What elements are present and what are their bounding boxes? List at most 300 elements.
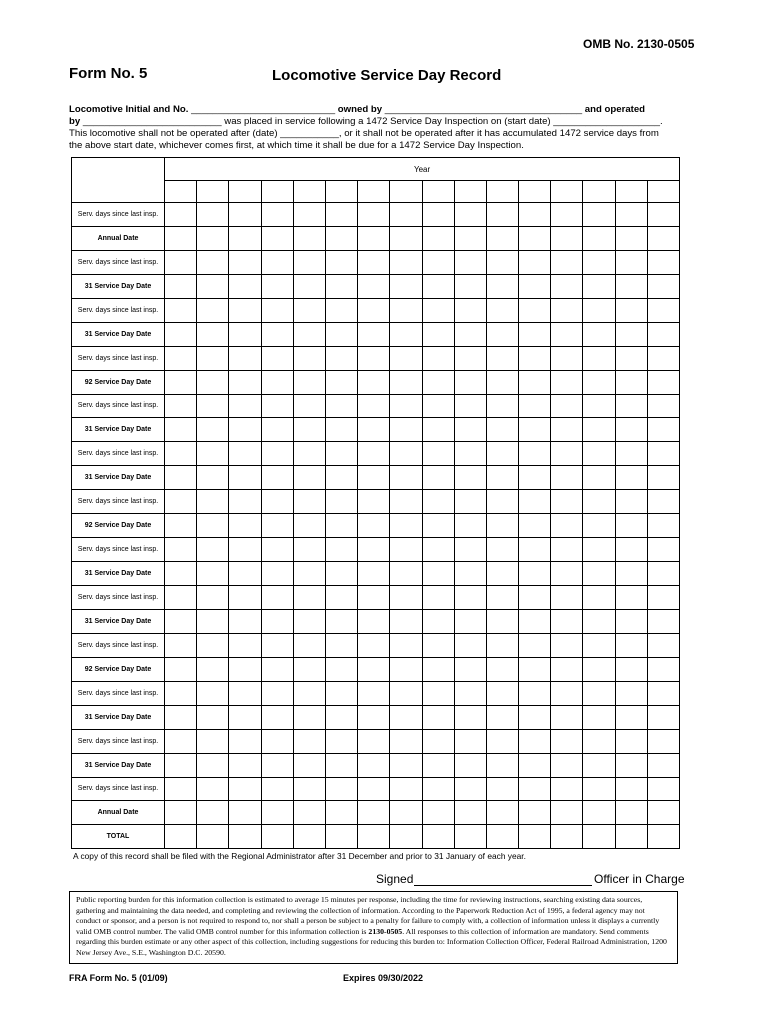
entry-cell[interactable] <box>165 586 197 610</box>
entry-cell[interactable] <box>197 801 229 825</box>
entry-cell[interactable] <box>165 633 197 657</box>
entry-cell[interactable] <box>293 777 325 801</box>
entry-cell[interactable] <box>325 394 357 418</box>
year-entry-cell[interactable] <box>583 181 615 203</box>
entry-cell[interactable] <box>358 514 390 538</box>
entry-cell[interactable] <box>293 466 325 490</box>
entry-cell[interactable] <box>165 753 197 777</box>
entry-cell[interactable] <box>583 753 615 777</box>
entry-cell[interactable] <box>358 298 390 322</box>
entry-cell[interactable] <box>551 466 583 490</box>
entry-cell[interactable] <box>615 490 647 514</box>
entry-cell[interactable] <box>519 777 551 801</box>
entry-cell[interactable] <box>293 609 325 633</box>
entry-cell[interactable] <box>551 633 583 657</box>
entry-cell[interactable] <box>615 562 647 586</box>
entry-cell[interactable] <box>325 203 357 227</box>
entry-cell[interactable] <box>293 298 325 322</box>
entry-cell[interactable] <box>293 657 325 681</box>
entry-cell[interactable] <box>261 490 293 514</box>
entry-cell[interactable] <box>229 250 261 274</box>
entry-cell[interactable] <box>486 825 518 849</box>
entry-cell[interactable] <box>165 490 197 514</box>
entry-cell[interactable] <box>615 633 647 657</box>
entry-cell[interactable] <box>197 514 229 538</box>
entry-cell[interactable] <box>293 538 325 562</box>
entry-cell[interactable] <box>261 681 293 705</box>
entry-cell[interactable] <box>390 562 422 586</box>
entry-cell[interactable] <box>390 753 422 777</box>
entry-cell[interactable] <box>165 250 197 274</box>
entry-cell[interactable] <box>390 729 422 753</box>
entry-cell[interactable] <box>551 514 583 538</box>
entry-cell[interactable] <box>390 203 422 227</box>
entry-cell[interactable] <box>229 226 261 250</box>
year-entry-cell[interactable] <box>390 181 422 203</box>
entry-cell[interactable] <box>519 753 551 777</box>
entry-cell[interactable] <box>519 250 551 274</box>
entry-cell[interactable] <box>261 203 293 227</box>
entry-cell[interactable] <box>583 825 615 849</box>
entry-cell[interactable] <box>583 657 615 681</box>
entry-cell[interactable] <box>519 442 551 466</box>
entry-cell[interactable] <box>486 657 518 681</box>
entry-cell[interactable] <box>390 586 422 610</box>
entry-cell[interactable] <box>293 681 325 705</box>
entry-cell[interactable] <box>551 322 583 346</box>
entry-cell[interactable] <box>325 370 357 394</box>
entry-cell[interactable] <box>422 801 454 825</box>
entry-cell[interactable] <box>615 226 647 250</box>
entry-cell[interactable] <box>519 609 551 633</box>
entry-cell[interactable] <box>358 586 390 610</box>
entry-cell[interactable] <box>358 466 390 490</box>
entry-cell[interactable] <box>486 777 518 801</box>
entry-cell[interactable] <box>454 322 486 346</box>
entry-cell[interactable] <box>519 729 551 753</box>
entry-cell[interactable] <box>197 609 229 633</box>
entry-cell[interactable] <box>358 418 390 442</box>
entry-cell[interactable] <box>486 346 518 370</box>
entry-cell[interactable] <box>551 370 583 394</box>
entry-cell[interactable] <box>486 562 518 586</box>
entry-cell[interactable] <box>422 274 454 298</box>
entry-cell[interactable] <box>197 681 229 705</box>
year-entry-cell[interactable] <box>551 181 583 203</box>
entry-cell[interactable] <box>165 346 197 370</box>
entry-cell[interactable] <box>486 226 518 250</box>
entry-cell[interactable] <box>486 729 518 753</box>
entry-cell[interactable] <box>583 538 615 562</box>
entry-cell[interactable] <box>261 346 293 370</box>
entry-cell[interactable] <box>454 466 486 490</box>
entry-cell[interactable] <box>165 705 197 729</box>
entry-cell[interactable] <box>422 226 454 250</box>
entry-cell[interactable] <box>583 203 615 227</box>
entry-cell[interactable] <box>358 442 390 466</box>
entry-cell[interactable] <box>165 801 197 825</box>
entry-cell[interactable] <box>454 801 486 825</box>
entry-cell[interactable] <box>615 346 647 370</box>
entry-cell[interactable] <box>358 322 390 346</box>
entry-cell[interactable] <box>229 609 261 633</box>
entry-cell[interactable] <box>615 274 647 298</box>
entry-cell[interactable] <box>647 466 679 490</box>
entry-cell[interactable] <box>647 514 679 538</box>
entry-cell[interactable] <box>261 322 293 346</box>
entry-cell[interactable] <box>454 250 486 274</box>
entry-cell[interactable] <box>422 442 454 466</box>
entry-cell[interactable] <box>261 562 293 586</box>
entry-cell[interactable] <box>197 633 229 657</box>
entry-cell[interactable] <box>615 681 647 705</box>
entry-cell[interactable] <box>647 370 679 394</box>
entry-cell[interactable] <box>647 226 679 250</box>
entry-cell[interactable] <box>647 729 679 753</box>
entry-cell[interactable] <box>519 466 551 490</box>
entry-cell[interactable] <box>647 657 679 681</box>
entry-cell[interactable] <box>454 681 486 705</box>
entry-cell[interactable] <box>422 203 454 227</box>
entry-cell[interactable] <box>197 274 229 298</box>
entry-cell[interactable] <box>197 370 229 394</box>
entry-cell[interactable] <box>615 825 647 849</box>
entry-cell[interactable] <box>229 394 261 418</box>
entry-cell[interactable] <box>519 346 551 370</box>
entry-cell[interactable] <box>358 681 390 705</box>
entry-cell[interactable] <box>551 250 583 274</box>
entry-cell[interactable] <box>454 633 486 657</box>
entry-cell[interactable] <box>647 681 679 705</box>
entry-cell[interactable] <box>422 586 454 610</box>
entry-cell[interactable] <box>422 609 454 633</box>
locomotive-initial-blank[interactable]: ___________________________ <box>191 104 336 115</box>
entry-cell[interactable] <box>293 226 325 250</box>
entry-cell[interactable] <box>358 609 390 633</box>
entry-cell[interactable] <box>390 657 422 681</box>
entry-cell[interactable] <box>261 729 293 753</box>
entry-cell[interactable] <box>519 633 551 657</box>
entry-cell[interactable] <box>165 825 197 849</box>
entry-cell[interactable] <box>486 203 518 227</box>
entry-cell[interactable] <box>486 514 518 538</box>
entry-cell[interactable] <box>261 370 293 394</box>
entry-cell[interactable] <box>615 729 647 753</box>
entry-cell[interactable] <box>165 274 197 298</box>
entry-cell[interactable] <box>615 466 647 490</box>
entry-cell[interactable] <box>390 490 422 514</box>
entry-cell[interactable] <box>358 370 390 394</box>
entry-cell[interactable] <box>583 226 615 250</box>
entry-cell[interactable] <box>615 442 647 466</box>
year-entry-cell[interactable] <box>325 181 357 203</box>
entry-cell[interactable] <box>583 418 615 442</box>
entry-cell[interactable] <box>197 442 229 466</box>
entry-cell[interactable] <box>325 346 357 370</box>
entry-cell[interactable] <box>583 298 615 322</box>
entry-cell[interactable] <box>583 346 615 370</box>
entry-cell[interactable] <box>325 490 357 514</box>
entry-cell[interactable] <box>390 274 422 298</box>
entry-cell[interactable] <box>165 394 197 418</box>
entry-cell[interactable] <box>358 562 390 586</box>
entry-cell[interactable] <box>583 490 615 514</box>
entry-cell[interactable] <box>486 322 518 346</box>
entry-cell[interactable] <box>390 394 422 418</box>
entry-cell[interactable] <box>358 801 390 825</box>
entry-cell[interactable] <box>390 250 422 274</box>
entry-cell[interactable] <box>293 801 325 825</box>
entry-cell[interactable] <box>551 394 583 418</box>
entry-cell[interactable] <box>615 586 647 610</box>
entry-cell[interactable] <box>229 753 261 777</box>
entry-cell[interactable] <box>325 298 357 322</box>
entry-cell[interactable] <box>551 705 583 729</box>
entry-cell[interactable] <box>165 298 197 322</box>
entry-cell[interactable] <box>422 394 454 418</box>
entry-cell[interactable] <box>551 346 583 370</box>
entry-cell[interactable] <box>358 274 390 298</box>
entry-cell[interactable] <box>519 681 551 705</box>
entry-cell[interactable] <box>583 250 615 274</box>
entry-cell[interactable] <box>647 274 679 298</box>
entry-cell[interactable] <box>615 609 647 633</box>
entry-cell[interactable] <box>325 681 357 705</box>
entry-cell[interactable] <box>486 586 518 610</box>
entry-cell[interactable] <box>583 274 615 298</box>
entry-cell[interactable] <box>519 586 551 610</box>
entry-cell[interactable] <box>358 346 390 370</box>
entry-cell[interactable] <box>261 705 293 729</box>
entry-cell[interactable] <box>197 346 229 370</box>
entry-cell[interactable] <box>583 777 615 801</box>
entry-cell[interactable] <box>422 562 454 586</box>
entry-cell[interactable] <box>197 777 229 801</box>
entry-cell[interactable] <box>390 514 422 538</box>
entry-cell[interactable] <box>422 825 454 849</box>
entry-cell[interactable] <box>551 274 583 298</box>
year-entry-cell[interactable] <box>261 181 293 203</box>
entry-cell[interactable] <box>615 538 647 562</box>
entry-cell[interactable] <box>293 633 325 657</box>
entry-cell[interactable] <box>647 298 679 322</box>
entry-cell[interactable] <box>358 777 390 801</box>
entry-cell[interactable] <box>615 514 647 538</box>
entry-cell[interactable] <box>325 609 357 633</box>
year-entry-cell[interactable] <box>422 181 454 203</box>
entry-cell[interactable] <box>261 801 293 825</box>
entry-cell[interactable] <box>519 538 551 562</box>
entry-cell[interactable] <box>615 250 647 274</box>
entry-cell[interactable] <box>197 586 229 610</box>
entry-cell[interactable] <box>583 586 615 610</box>
entry-cell[interactable] <box>519 825 551 849</box>
entry-cell[interactable] <box>583 609 615 633</box>
entry-cell[interactable] <box>358 226 390 250</box>
entry-cell[interactable] <box>583 442 615 466</box>
entry-cell[interactable] <box>390 705 422 729</box>
entry-cell[interactable] <box>647 825 679 849</box>
year-entry-cell[interactable] <box>615 181 647 203</box>
entry-cell[interactable] <box>325 418 357 442</box>
entry-cell[interactable] <box>229 705 261 729</box>
entry-cell[interactable] <box>422 538 454 562</box>
entry-cell[interactable] <box>422 753 454 777</box>
entry-cell[interactable] <box>583 681 615 705</box>
entry-cell[interactable] <box>165 777 197 801</box>
entry-cell[interactable] <box>486 633 518 657</box>
entry-cell[interactable] <box>519 298 551 322</box>
entry-cell[interactable] <box>454 825 486 849</box>
entry-cell[interactable] <box>519 203 551 227</box>
entry-cell[interactable] <box>454 370 486 394</box>
entry-cell[interactable] <box>325 705 357 729</box>
entry-cell[interactable] <box>325 466 357 490</box>
entry-cell[interactable] <box>519 418 551 442</box>
entry-cell[interactable] <box>229 681 261 705</box>
entry-cell[interactable] <box>197 298 229 322</box>
entry-cell[interactable] <box>390 825 422 849</box>
entry-cell[interactable] <box>647 777 679 801</box>
entry-cell[interactable] <box>293 250 325 274</box>
entry-cell[interactable] <box>647 753 679 777</box>
entry-cell[interactable] <box>486 538 518 562</box>
entry-cell[interactable] <box>229 538 261 562</box>
entry-cell[interactable] <box>325 322 357 346</box>
entry-cell[interactable] <box>422 490 454 514</box>
entry-cell[interactable] <box>325 753 357 777</box>
entry-cell[interactable] <box>390 442 422 466</box>
entry-cell[interactable] <box>519 514 551 538</box>
entry-cell[interactable] <box>422 681 454 705</box>
entry-cell[interactable] <box>486 370 518 394</box>
entry-cell[interactable] <box>358 705 390 729</box>
entry-cell[interactable] <box>197 490 229 514</box>
entry-cell[interactable] <box>454 346 486 370</box>
entry-cell[interactable] <box>261 538 293 562</box>
entry-cell[interactable] <box>165 609 197 633</box>
entry-cell[interactable] <box>583 633 615 657</box>
entry-cell[interactable] <box>325 633 357 657</box>
entry-cell[interactable] <box>454 753 486 777</box>
entry-cell[interactable] <box>293 705 325 729</box>
entry-cell[interactable] <box>486 490 518 514</box>
entry-cell[interactable] <box>197 729 229 753</box>
entry-cell[interactable] <box>358 657 390 681</box>
entry-cell[interactable] <box>229 203 261 227</box>
entry-cell[interactable] <box>229 322 261 346</box>
entry-cell[interactable] <box>519 801 551 825</box>
entry-cell[interactable] <box>551 298 583 322</box>
entry-cell[interactable] <box>486 394 518 418</box>
entry-cell[interactable] <box>165 562 197 586</box>
entry-cell[interactable] <box>325 274 357 298</box>
entry-cell[interactable] <box>615 203 647 227</box>
entry-cell[interactable] <box>358 633 390 657</box>
entry-cell[interactable] <box>197 657 229 681</box>
entry-cell[interactable] <box>197 394 229 418</box>
entry-cell[interactable] <box>325 801 357 825</box>
entry-cell[interactable] <box>390 298 422 322</box>
entry-cell[interactable] <box>165 657 197 681</box>
entry-cell[interactable] <box>422 298 454 322</box>
entry-cell[interactable] <box>583 562 615 586</box>
entry-cell[interactable] <box>325 226 357 250</box>
entry-cell[interactable] <box>551 226 583 250</box>
entry-cell[interactable] <box>422 466 454 490</box>
entry-cell[interactable] <box>615 801 647 825</box>
year-entry-cell[interactable] <box>454 181 486 203</box>
entry-cell[interactable] <box>422 705 454 729</box>
entry-cell[interactable] <box>165 370 197 394</box>
entry-cell[interactable] <box>293 322 325 346</box>
entry-cell[interactable] <box>293 514 325 538</box>
entry-cell[interactable] <box>454 418 486 442</box>
entry-cell[interactable] <box>454 394 486 418</box>
entry-cell[interactable] <box>390 466 422 490</box>
entry-cell[interactable] <box>293 729 325 753</box>
entry-cell[interactable] <box>551 562 583 586</box>
entry-cell[interactable] <box>422 657 454 681</box>
entry-cell[interactable] <box>583 801 615 825</box>
entry-cell[interactable] <box>165 442 197 466</box>
entry-cell[interactable] <box>229 442 261 466</box>
entry-cell[interactable] <box>229 801 261 825</box>
entry-cell[interactable] <box>229 370 261 394</box>
entry-cell[interactable] <box>647 586 679 610</box>
entry-cell[interactable] <box>197 538 229 562</box>
entry-cell[interactable] <box>647 633 679 657</box>
entry-cell[interactable] <box>486 274 518 298</box>
entry-cell[interactable] <box>197 753 229 777</box>
year-entry-cell[interactable] <box>229 181 261 203</box>
entry-cell[interactable] <box>454 298 486 322</box>
entry-cell[interactable] <box>422 777 454 801</box>
year-entry-cell[interactable] <box>293 181 325 203</box>
entry-cell[interactable] <box>197 825 229 849</box>
entry-cell[interactable] <box>519 370 551 394</box>
entry-cell[interactable] <box>454 729 486 753</box>
entry-cell[interactable] <box>358 250 390 274</box>
entry-cell[interactable] <box>197 250 229 274</box>
entry-cell[interactable] <box>519 394 551 418</box>
entry-cell[interactable] <box>486 298 518 322</box>
entry-cell[interactable] <box>358 394 390 418</box>
entry-cell[interactable] <box>583 322 615 346</box>
entry-cell[interactable] <box>293 370 325 394</box>
entry-cell[interactable] <box>197 203 229 227</box>
entry-cell[interactable] <box>583 394 615 418</box>
entry-cell[interactable] <box>519 657 551 681</box>
entry-cell[interactable] <box>551 825 583 849</box>
entry-cell[interactable] <box>197 322 229 346</box>
entry-cell[interactable] <box>261 226 293 250</box>
entry-cell[interactable] <box>551 203 583 227</box>
entry-cell[interactable] <box>615 753 647 777</box>
entry-cell[interactable] <box>422 250 454 274</box>
entry-cell[interactable] <box>454 274 486 298</box>
owner-blank[interactable]: _____________________________________ <box>384 104 583 115</box>
entry-cell[interactable] <box>358 538 390 562</box>
operator-blank[interactable]: __________________________ <box>82 116 222 127</box>
entry-cell[interactable] <box>165 466 197 490</box>
entry-cell[interactable] <box>390 322 422 346</box>
entry-cell[interactable] <box>390 633 422 657</box>
entry-cell[interactable] <box>551 586 583 610</box>
entry-cell[interactable] <box>165 226 197 250</box>
entry-cell[interactable] <box>165 538 197 562</box>
year-entry-cell[interactable] <box>486 181 518 203</box>
